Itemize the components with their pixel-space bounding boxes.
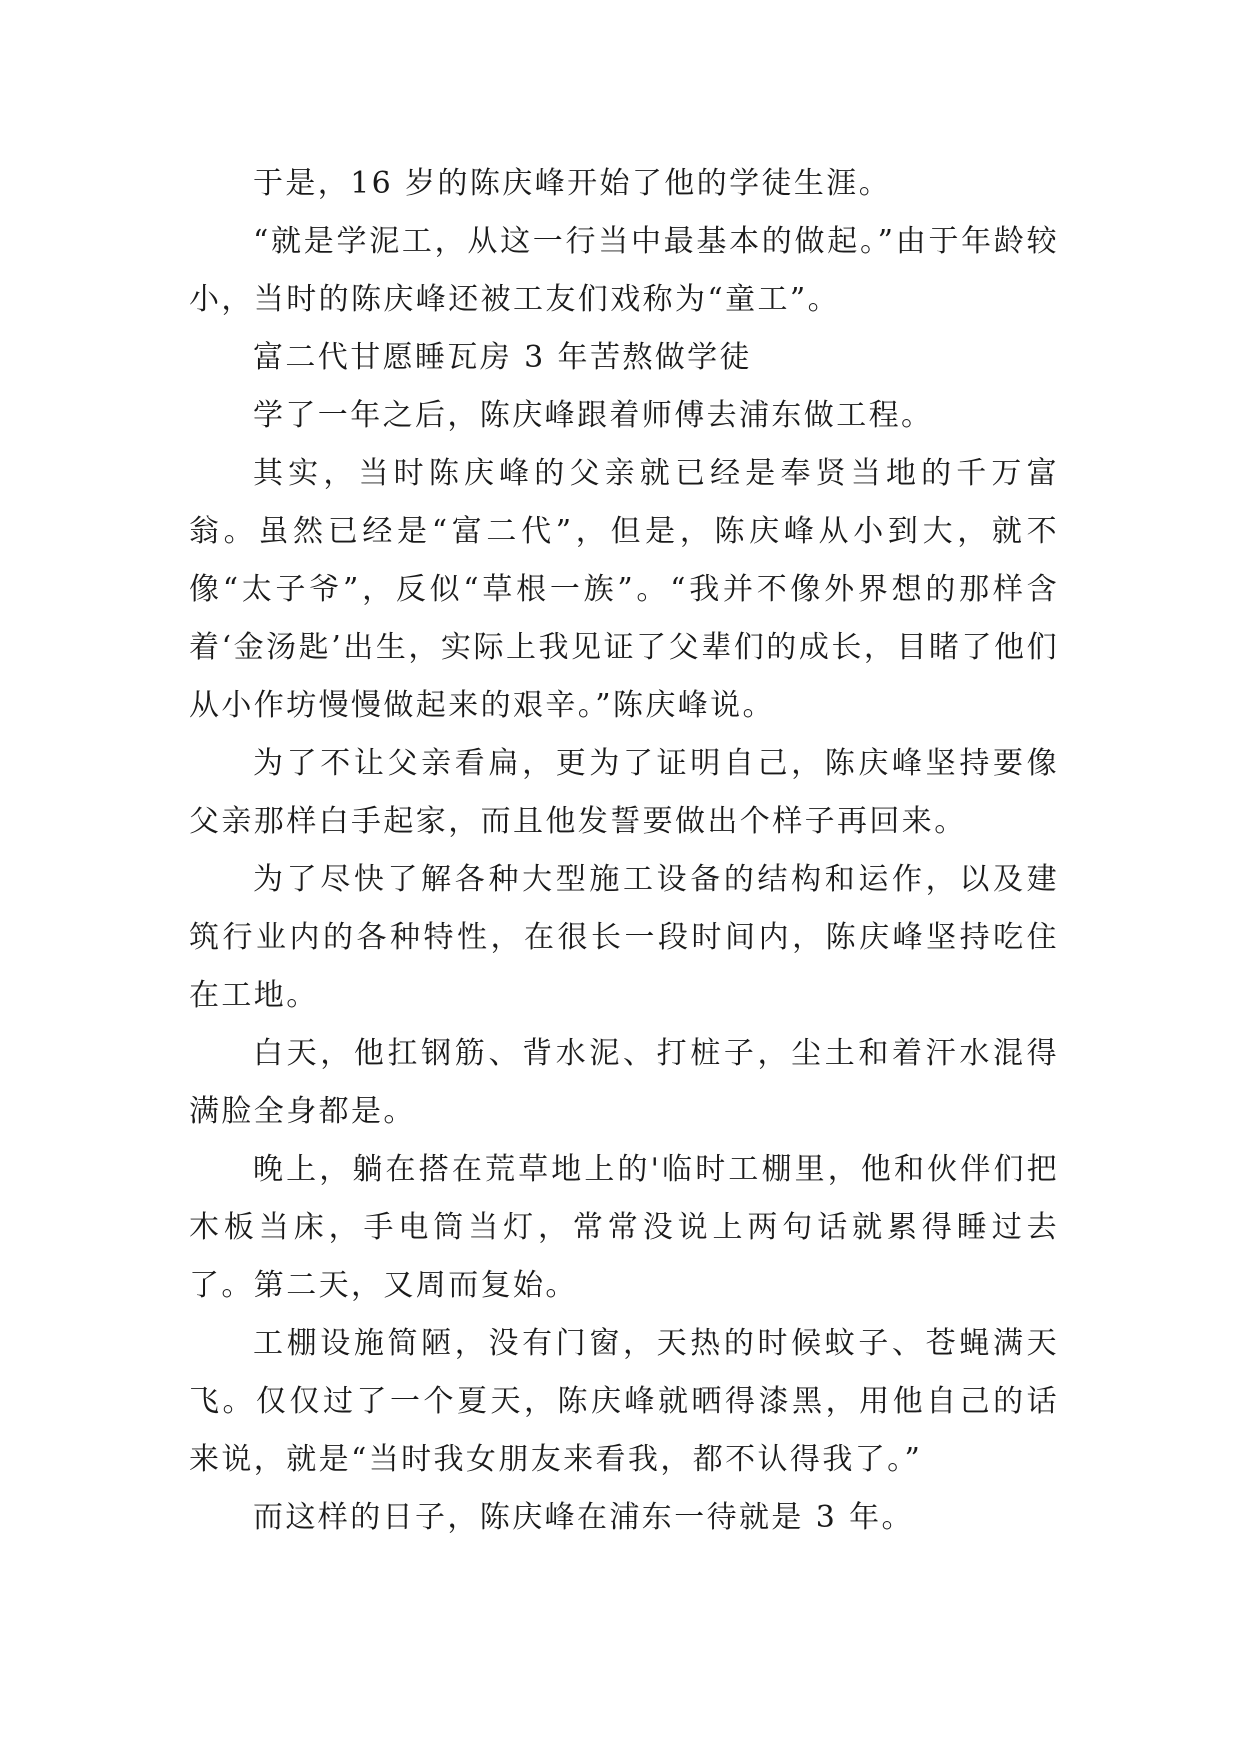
paragraph: 为了尽快了解各种大型施工设备的结构和运作，以及建筑行业内的各种特性，在很长一段时间内，陈庆峰坚持吃住在工地。 <box>189 862 1059 1013</box>
paragraph: 为了不让父亲看扁，更为了证明自己，陈庆峰坚持要像父亲那样白手起家，而且他发誓要做出个样子再回来。 <box>189 746 1059 839</box>
paragraph: 于是，16 岁的陈庆峰开始了他的学徒生涯。 <box>253 166 892 201</box>
document-body <box>189 155 1059 1547</box>
paragraph: “就是学泥工，从这一行当中最基本的做起。”由于年龄较小，当时的陈庆峰还被工友们戏称为“童工”。 <box>189 224 1059 317</box>
paragraph: 而这样的日子，陈庆峰在浦东一待就是 3 年。 <box>253 1500 914 1535</box>
paragraph: 晚上，躺在搭在荒草地上的'临时工棚里，他和伙伴们把木板当床，手电筒当灯，常常没说上两句话就累得睡过去了。第二天，又周而复始。 <box>189 1152 1059 1303</box>
paragraph: 其实，当时陈庆峰的父亲就已经是奉贤当地的千万富翁。虽然已经是“富二代”，但是，陈庆峰从小到大，就不像“太子爷”，反似“草根一族”。“我并不像外界想的那样含着‘金汤匙’出生，实际上我见证了父辈们的成长，目睹了他们从小作坊慢慢做起来的艰辛。”陈庆峰说。 <box>189 456 1059 723</box>
paragraph: 学了一年之后，陈庆峰跟着师傅去浦东做工程。 <box>253 398 934 433</box>
paragraph: 工棚设施简陋，没有门窗，天热的时候蚊子、苍蝇满天飞。仅仅过了一个夏天，陈庆峰就晒得漆黑，用他自己的话来说，就是“当时我女朋友来看我，都不认得我了。” <box>189 1326 1059 1477</box>
paragraph: 白天，他扛钢筋、背水泥、打桩子，尘土和着汗水混得满脸全身都是。 <box>189 1036 1059 1129</box>
section-heading: 富二代甘愿睡瓦房 3 年苦熬做学徒 <box>253 340 752 375</box>
